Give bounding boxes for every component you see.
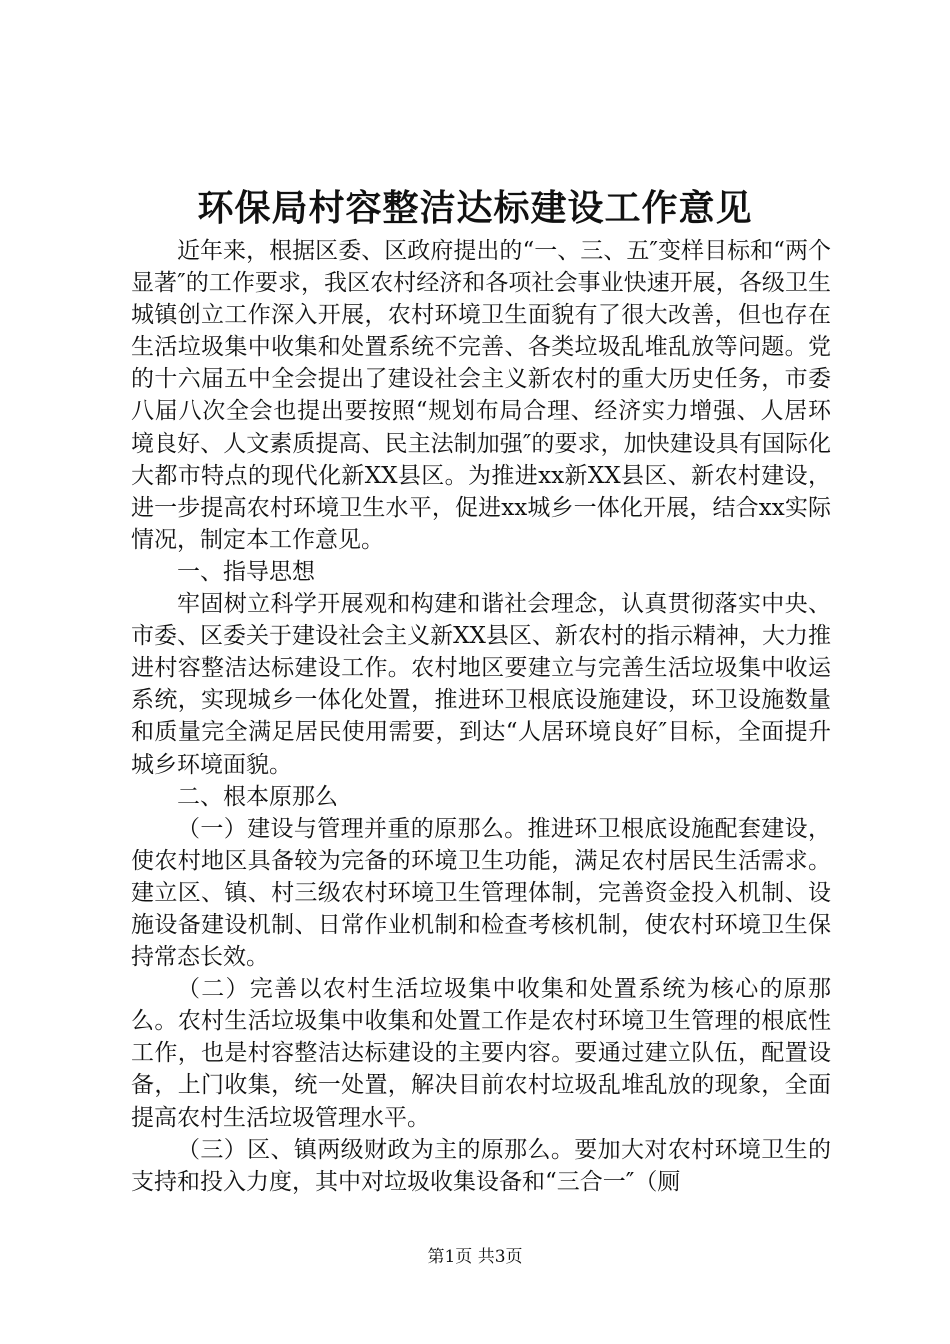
document-body <box>131 235 831 1198</box>
guiding-ideology-paragraph: 牢固树立科学开展观和构建和谐社会理念，认真贯彻落实中央、市委、区委关于建设社会主义新XX县区、新农村的指示精神，大力推进村容整洁达标建设工作。农村地区要建立与完善生活垃圾集中收运系统，实现城乡一体化处置，推进环卫根底设施建设，环卫设施数量和质量完全满足居民使用需要，到达“人居环境良好″目标，全面提升城乡环境面貌。 <box>131 591 831 778</box>
principle-paragraph-2: （二）完善以农村生活垃圾集中收集和处置系统为核心的原那么。农村生活垃圾集中收集和处置工作是农村环境卫生管理的根底性工作，也是村容整洁达标建设的主要内容。要通过建立队伍，配置设备，上门收集，统一处置，解决目前农村垃圾乱堆乱放的现象，全面提高农村生活垃圾管理水平。 <box>131 976 831 1131</box>
page-number-footer: 第1页 共3页 <box>427 1247 523 1267</box>
principle-paragraph-1: （一）建设与管理并重的原那么。推进环卫根底设施配套建设，使农村地区具备较为完备的环境卫生功能，满足农村居民生活需求。建立区、镇、村三级农村环境卫生管理体制，完善资金投入机制、设施设备建设机制、日常作业机制和检查考核机制，使农村环境卫生保持常态长效。 <box>131 815 831 971</box>
intro-paragraph: 近年来，根据区委、区政府提出的“一、三、五″变样目标和“两个显著″的工作要求，我区农村经济和各项社会事业快速开展，各级卫生城镇创立工作深入开展，农村环境卫生面貌有了很大改善，但也存在生活垃圾集中收集和处置系统不完善、各类垃圾乱堆乱放等问题。党的十六届五中全会提出了建设社会主义新农村的重大历史任务，市委八届八次全会也提出要按照“规划布局合理、经济实力增强、人居环境良好、人文素质提高、民主法制加强″的要求，加快建设具有国际化大都市特点的现代化新XX县区。为推进xx新XX县区、新农村建设，进一步提高农村环境卫生水平，促进xx城乡一体化开展，结合xx实际情况，制定本工作意见。 <box>131 238 831 553</box>
section-heading-guiding-ideology: 一、指导思想 <box>177 558 315 585</box>
section-heading-basic-principles: 二、根本原那么 <box>177 783 338 810</box>
document-title: 环保局村容整洁达标建设工作意见 <box>197 187 753 229</box>
principle-paragraph-3: （三）区、镇两级财政为主的原那么。要加大对农村环境卫生的支持和投入力度，其中对垃圾收集设备和“三合一″（厕 <box>131 1136 831 1195</box>
